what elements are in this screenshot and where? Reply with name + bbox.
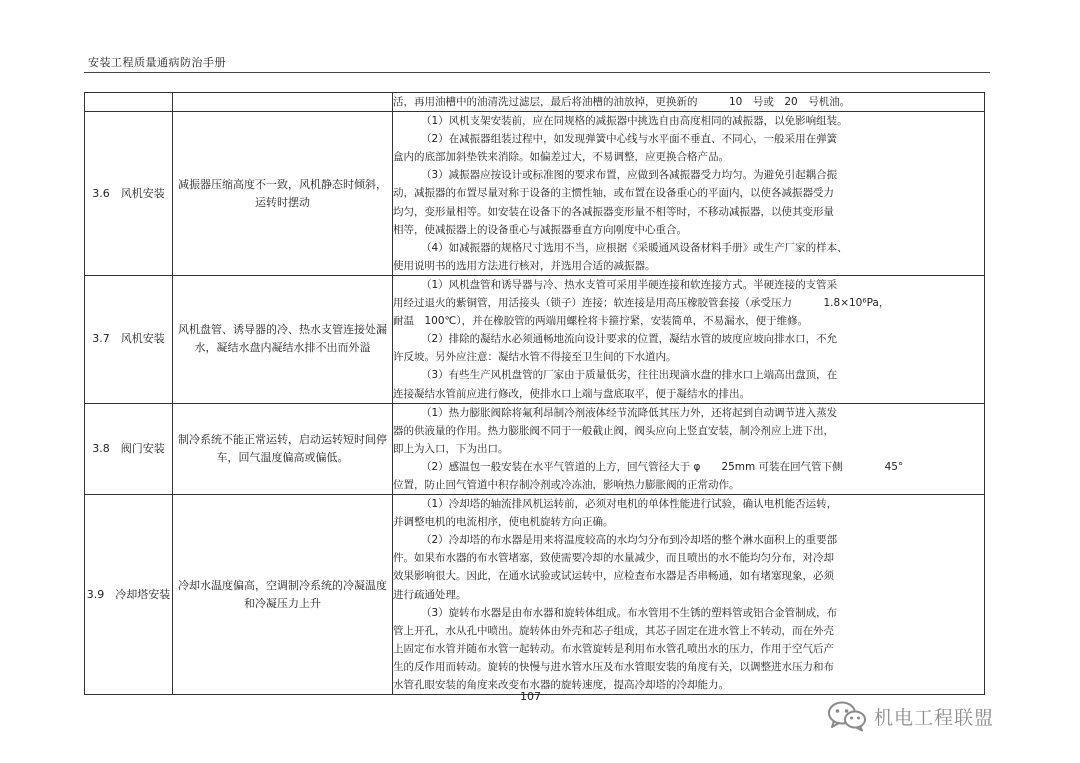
remedy-line: 动，减振器的布置尽量对称于设备的主惯性轴，或布置在设备重心的平面内，以使各减振器受力 [393, 187, 834, 200]
remedy-line: 位置，防止回气管道中积存制冷剂或冷冻油，影响热力膨胀阀的正常动作。 [393, 478, 740, 491]
remedy-cell [393, 275, 985, 403]
remedy-line: （1）风机支架安装前，应在同规格的减振器中挑选自由高度相同的减振器，以免影响组装。 [421, 115, 848, 128]
table-row [85, 495, 985, 695]
section-cell [85, 93, 173, 112]
remedy-line: 并调整电机的电流相序，使电机旋转方向正确。 [393, 516, 614, 529]
remedy-line: 用经过退火的紫铜管，用活接头（锁子）连接；软连接是用高压橡胶管套接（承受压力 1.8×10⁶Pa， [393, 297, 890, 310]
remedy-line: （3）减振器应按设计或标准图的要求布置，应做到各减振器受力均匀。为避免引起耦合振 [421, 169, 838, 182]
remedy-line: 水管孔眼安装的角度来改变布水器的旋转速度，提高冷却塔的冷却能力。 [393, 679, 729, 691]
remedy-line: 即上为入口，下为出口。 [393, 442, 509, 455]
remedy-line: 进行疏通处理。 [393, 588, 467, 601]
problem-cell: 减振器压缩高度不一致，风机静态时倾斜，运转时摆动 [173, 112, 393, 276]
remedy-line: （2）感温包一般安装在水平气管道的上方，回气管径大于 φ 25mm 可装在回气管下侧 45° [421, 460, 904, 473]
remedy-line: 活，再用油槽中的油清洗过滤层，最后将油槽的油放掉，更换新的 10 号或 20 号机油。 [393, 96, 851, 108]
remedy-line: 件。如果布水器的布水管堵塞，致使需要冷却的水量减少，而且喷出的水不能均匀分布，对冷却 [393, 552, 834, 565]
remedy-line: （3）有些生产风机盘管的厂家由于质量低劣，往往出现滴水盘的排水口上端高出盘顶，在 [421, 369, 838, 382]
remedy-line: 器的供液量的作用。热力膨胀阀不同于一般截止阀，阀头应向上竖直安装，制冷剂应上进下出， [393, 424, 834, 437]
remedy-line: 使用说明书的选用方法进行核对，并选用合适的减振器。 [393, 259, 656, 272]
table-row [85, 275, 985, 403]
defect-table [84, 92, 985, 695]
remedy-cell [393, 403, 985, 494]
wechat-icon [826, 700, 868, 732]
table-row [85, 93, 985, 112]
remedy-cell [393, 495, 985, 695]
remedy-line: （2）冷却塔的布水器是用来将温度较高的水均匀分布到冷却塔的整个淋水面积上的重要部 [421, 534, 838, 547]
remedy-line: （1）风机盘管和诱导器与冷、热水支管可采用半硬连接和软连接方式。半硬连接的支管采 [421, 278, 838, 291]
defect-table-body [85, 93, 985, 695]
watermark [826, 700, 994, 732]
remedy-cell [393, 112, 985, 276]
remedy-line: 上固定布水管并随布水管一起转动。布水管旋转是利用布水管孔喷出水的压力，作用于空气后产 [393, 642, 834, 655]
remedy-line: 均匀，变形量相等。如安装在设备下的各减振器变形量不相等时，不移动减振器，以使其变形量 [393, 205, 834, 218]
problem-cell: 冷却水温度偏高，空调制冷系统的冷凝温度和冷凝压力上升 [173, 495, 393, 695]
table-row [85, 112, 985, 276]
remedy-line: 连接凝结水管前应进行修改，使排水口上端与盘底取平，便于凝结水的排出。 [393, 387, 750, 400]
section-cell: 3.9 冷却塔安装 [85, 495, 173, 695]
table-row [85, 403, 985, 494]
remedy-line: （3）旋转布水器是由布水器和旋转体组成。布水管用不生锈的塑料管或铝合金管制成，布 [421, 606, 838, 619]
problem-cell: 制冷系统不能正常运转，启动运转短时间停车，回气温度偏高或偏低。 [173, 403, 393, 494]
remedy-line: （1）冷却塔的轴流排风机运转前，必须对电机的单体性能进行试验，确认电机能否运转， [421, 498, 838, 511]
section-cell: 3.7 风机安装 [85, 275, 173, 403]
remedy-line: 耐温 100℃），并在橡胶管的两端用螺栓将卡箍拧紧，安装简单，不易漏水，便于维修。 [393, 315, 809, 328]
header-divider [84, 72, 990, 73]
section-cell: 3.8 阀门安装 [85, 403, 173, 494]
page-number: 107 [520, 690, 541, 703]
remedy-line: （2）排除的凝结水必须通畅地流向设计要求的位置，凝结水管的坡度应坡向排水口，不允 [421, 333, 838, 346]
remedy-line: 效果影响很大。因此，在通水试验或试运转中，应检查布水器是否串畅通，如有堵塞现象，必须 [393, 570, 834, 583]
watermark-text: 机电工程联盟 [874, 706, 995, 729]
problem-cell [173, 93, 393, 112]
remedy-line: 相等，使减振器上的设备重心与减振器垂直方向刚度中心重合。 [393, 223, 687, 236]
remedy-line: 盒内的底部加斜垫铁来消除。如偏差过大，不易调整，应更换合格产品。 [393, 151, 729, 164]
section-cell: 3.6 风机安装 [85, 112, 173, 276]
remedy-line: 许反坡。另外应注意：凝结水管不得接至卫生间的下水道内。 [393, 351, 677, 364]
page-header-title: 安装工程质量通病防治手册 [88, 56, 226, 69]
remedy-line: 管上开孔，水从孔中喷出。旋转体由外壳和芯子组成，其芯子固定在进水管上不转动，而在外壳 [393, 624, 834, 637]
remedy-line: 生的反作用而转动。旋转的快慢与进水管水压及布水管眼安装的角度有关，以调整进水压力和布 [393, 660, 834, 673]
remedy-cell [393, 93, 985, 112]
remedy-line: （4）如减振器的规格尺寸选用不当，应根据《采暖通风设备材料手册》或生产厂家的样本、 [421, 241, 848, 254]
remedy-line: （1）热力膨胀阀除将氟利昂制冷剂液体经节流降低其压力外，还将起到自动调节进入蒸发 [421, 406, 838, 419]
problem-cell: 风机盘管、诱导器的冷、热水支管连接处漏水，凝结水盘内凝结水排不出而外溢 [173, 275, 393, 403]
remedy-line: （2）在减振器组装过程中，如发现弹簧中心线与水平面不垂直、不同心，一般采用在弹簧 [421, 133, 838, 146]
